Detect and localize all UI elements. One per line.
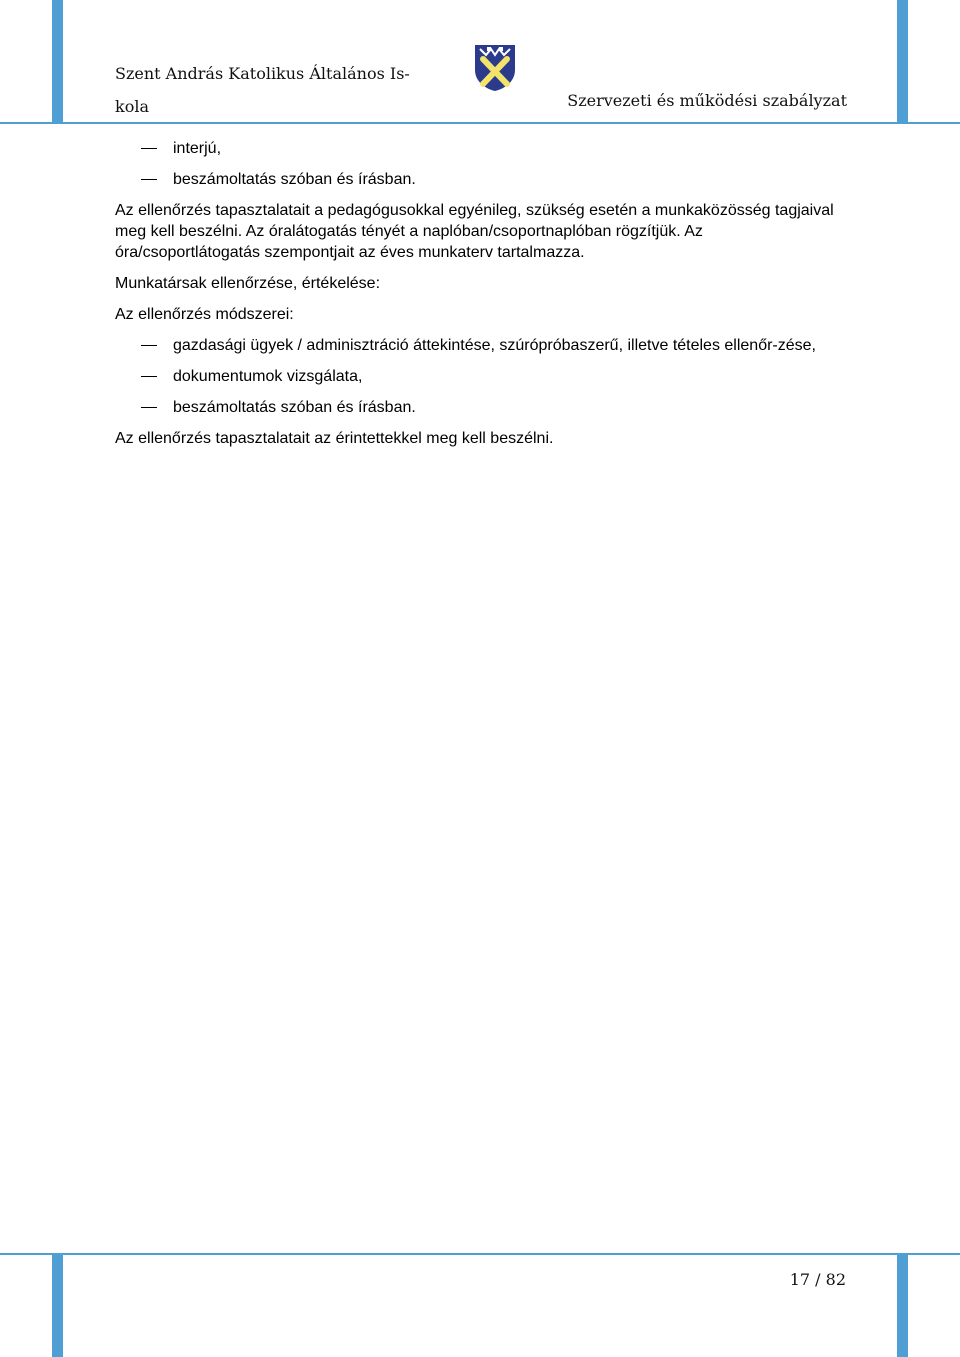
list-item: [115, 397, 843, 418]
list-item-text: interjú,: [173, 140, 222, 157]
paragraph: Munkatársak ellenőrzése, értékelése:: [115, 275, 381, 292]
list-item: [115, 366, 843, 387]
paragraph: Az ellenőrzés tapasztalatait az érintettekkel meg kell beszélni.: [115, 430, 554, 447]
footer-right-accent-bar: [897, 1253, 908, 1357]
list-item-text: beszámoltatás szóban és írásban.: [173, 399, 416, 416]
bullet-list-2: [115, 335, 843, 418]
paragraph: Az ellenőrzés tapasztalatait a pedagógusokkal egyénileg, szükség esetén a munkaközösség tagjaival meg kell beszélni. Az óralátogatás tényét a naplóban/csoportnaplóban rögzítjük. Az óra/csoportlátogatás szempontjait az éves munkaterv tartalmazza.: [115, 202, 834, 261]
dash-bullet-icon: [141, 407, 157, 408]
footer-divider: [0, 1253, 960, 1255]
header-school-name-line2: kola: [115, 97, 149, 116]
paragraph: Az ellenőrzés módszerei:: [115, 306, 294, 323]
list-item-text: gazdasági ügyek / adminisztráció áttekintése, szúrópróbaszerű, illetve tételes ellenőr-zése,: [173, 337, 816, 354]
dash-bullet-icon: [141, 376, 157, 377]
footer-left-accent-bar: [52, 1253, 63, 1357]
dash-bullet-icon: [141, 345, 157, 346]
header-right-accent-bar: [897, 0, 908, 122]
list-item-text: beszámoltatás szóban és írásban.: [173, 171, 416, 188]
list-item: [115, 138, 843, 159]
dash-bullet-icon: [141, 179, 157, 180]
school-crest-icon: [474, 44, 516, 92]
header-left-accent-bar: [52, 0, 63, 122]
bullet-list-1: [115, 138, 843, 190]
header-school-name-line1: Szent András Katolikus Általános Is-: [115, 64, 410, 83]
header-divider: [0, 122, 960, 124]
dash-bullet-icon: [141, 148, 157, 149]
header-document-title: Szervezeti és működési szabályzat: [567, 91, 847, 110]
list-item-text: dokumentumok vizsgálata,: [173, 368, 363, 385]
list-item: [115, 169, 843, 190]
page-number: 17 / 82: [789, 1270, 846, 1289]
main-content: [115, 138, 843, 459]
header-school-name: [115, 57, 415, 123]
list-item: [115, 335, 843, 356]
